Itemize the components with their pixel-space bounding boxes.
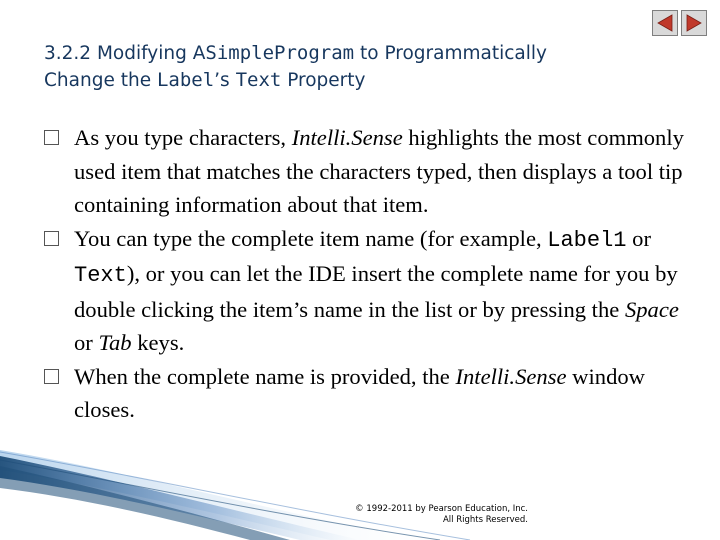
square-bullet-icon <box>44 369 59 384</box>
bullet-emphasis: Intelli.Sense <box>455 363 567 389</box>
bullet-emphasis: Intelli.Sense <box>291 125 403 150</box>
bullet-list <box>44 121 684 427</box>
triangle-right-icon <box>684 13 704 33</box>
triangle-left-icon <box>655 13 675 33</box>
decorative-sweep <box>0 450 720 540</box>
title-text: to Programmatically <box>354 43 548 64</box>
square-bullet-icon <box>44 231 59 246</box>
title-text: 3.2.2 Modifying A <box>44 43 206 64</box>
bullet-text: window closes. <box>74 363 645 422</box>
bullet-code: Label1 <box>547 227 627 253</box>
slide-navigation <box>652 10 707 36</box>
bullet-text: or <box>74 330 99 355</box>
next-slide-button[interactable] <box>681 10 707 36</box>
bullet-item <box>44 121 684 222</box>
title-code-program: Program <box>274 42 355 64</box>
copyright-line: © 1992-2011 by Pearson Education, Inc. <box>355 504 528 514</box>
slide-title <box>44 40 684 94</box>
bullet-item <box>44 360 684 427</box>
title-line-1 <box>44 40 684 67</box>
previous-slide-button[interactable] <box>652 10 678 36</box>
bullet-text: ), or you can let the IDE insert the complete name for you by double clicking the item’s name in the list or by pressing the <box>74 261 678 322</box>
title-text: Change the <box>44 70 157 91</box>
bullet-text: keys. <box>131 330 185 355</box>
bullet-text: As you type characters, <box>74 125 292 150</box>
bullet-item <box>44 222 684 360</box>
bullet-text: or <box>626 225 651 251</box>
title-text: Property <box>281 70 366 91</box>
title-code-label: Label <box>156 69 215 91</box>
bullet-text: When the complete name is provided, the <box>74 363 456 389</box>
copyright-line: All Rights Reserved. <box>442 515 528 525</box>
copyright-notice <box>320 504 528 526</box>
title-text: ’s <box>214 70 236 91</box>
square-bullet-icon <box>44 130 59 145</box>
bullet-emphasis: Space <box>624 296 679 322</box>
title-code-simple: Simple <box>205 42 275 64</box>
bullet-code: Text <box>74 263 127 288</box>
title-code-text: Text <box>235 69 282 91</box>
bullet-text: highlights the most commonly used item that matches the characters typed, then displays a tool tip containing information about that item. <box>74 125 684 217</box>
title-line-2 <box>44 67 684 94</box>
bullet-text: You can type the complete item name (for example, <box>74 225 548 251</box>
bullet-emphasis: Tab <box>98 330 132 355</box>
